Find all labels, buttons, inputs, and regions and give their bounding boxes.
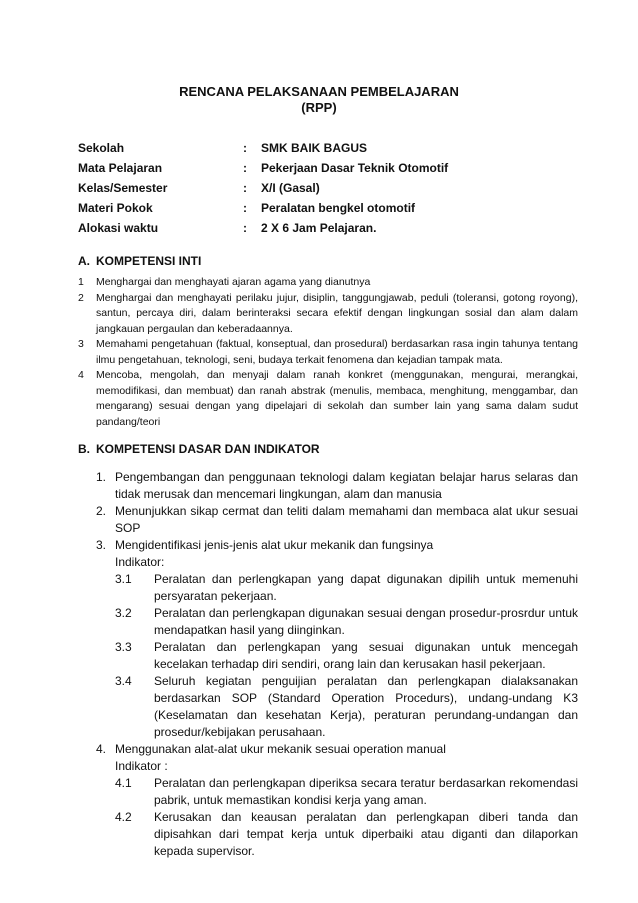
list-text: Pengembangan dan penggunaan teknologi dalam kegiatan belajar harus selaras dan tidak merusak dan mencemari lingkungan, alam dan manusia [115, 470, 578, 501]
list-item [78, 337, 578, 368]
indicator-label: Indikator: [115, 555, 165, 569]
info-value: SMK BAIK BAGUS [261, 141, 368, 155]
list-number: 1. [96, 470, 107, 484]
basic-competence-list [96, 469, 578, 860]
info-label: Materi Pokok [78, 201, 153, 215]
list-text: Menggunakan alat-alat ukur mekanik sesuai operation manual [115, 742, 446, 756]
info-colon: : [243, 221, 247, 235]
info-value: Pekerjaan Dasar Teknik Otomotif [261, 161, 449, 175]
indicator-item [115, 605, 578, 639]
info-label: Alokasi waktu [78, 221, 159, 235]
list-item [78, 368, 578, 430]
info-colon: : [243, 201, 247, 215]
list-number: 4. [96, 742, 107, 756]
info-colon: : [243, 141, 247, 155]
info-label: Kelas/Semester [78, 181, 168, 195]
info-value: Peralatan bengkel otomotif [261, 201, 416, 215]
indicator-text: Peralatan dan perlengkapan digunakan sesuai dengan prosedur-prosrdur untuk mendapatkan hasil yang diinginkan. [154, 606, 578, 637]
list-text: Mengidentifikasi jenis-jenis alat ukur mekanik dan fungsinya [115, 538, 434, 552]
list-item [96, 503, 578, 537]
list-number: 2 [78, 291, 84, 304]
indicator-number: 3.1 [115, 572, 132, 586]
section-letter: A. [78, 254, 90, 268]
section-title: KOMPETENSI INTI [96, 254, 202, 268]
list-item [96, 537, 578, 741]
list-number: 2. [96, 504, 107, 518]
list-number: 3 [78, 338, 84, 350]
indicator-number: 3.2 [115, 606, 132, 620]
info-label: Mata Pelajaran [78, 161, 163, 175]
list-item [78, 275, 578, 291]
indicator-item [115, 571, 578, 605]
section-title: KOMPETENSI DASAR DAN INDIKATOR [96, 442, 320, 456]
section-letter: B. [78, 442, 90, 456]
indicator-label: Indikator : [115, 759, 168, 773]
indicator-number: 4.1 [115, 776, 132, 790]
list-item [96, 469, 578, 503]
list-number: 4 [78, 369, 84, 381]
document-subtitle: (RPP) [301, 100, 337, 115]
list-text: Mencoba, mengolah, dan menyaji dalam ranah konkret (menggunakan, mengurai, merangkai, memodifikasi, dan membuat) dan ranah abstrak (menulis, membaca, menghitung, menggambar, dan mengarang) sesuai dengan yang dipelajari di sekolah dan sumber lain yang sama dalam sudut pandang/teori [96, 369, 578, 428]
indicator-text: Kerusakan dan keausan peralatan dan perlengkapan diberi tanda dan dipisahkan dari tempat kerja untuk diperbaiki atau diganti dan dilaporkan kepada supervisor. [154, 810, 578, 858]
indicator-item [115, 639, 578, 673]
indicator-number: 4.2 [115, 810, 132, 824]
info-colon: : [243, 161, 247, 175]
list-text: Menunjukkan sikap cermat dan teliti dalam memahami dan membaca alat ukur sesuai SOP [115, 504, 578, 535]
list-text: Menghargai dan menghayati ajaran agama yang dianutnya [96, 276, 371, 288]
info-label: Sekolah [78, 141, 125, 155]
indicator-number: 3.4 [115, 674, 132, 688]
indicator-item [115, 775, 578, 809]
list-item [96, 741, 578, 860]
indicator-item [115, 809, 578, 860]
indicator-item [115, 673, 578, 741]
list-number: 3. [96, 538, 107, 552]
info-value: X/I (Gasal) [261, 181, 320, 195]
indicator-number: 3.3 [115, 640, 132, 654]
list-item [78, 291, 578, 338]
info-colon: : [243, 181, 247, 195]
document-title: RENCANA PELAKSANAAN PEMBELAJARAN [179, 84, 459, 99]
list-text: Menghargai dan menghayati perilaku jujur, disiplin, tanggungjawab, peduli (toleransi, gotong royong), santun, percaya diri, dalam berinteraksi secara efektif dengan lingkungan sosial dan alam dalam jangkauan pergaulan dan keberadaannya. [96, 291, 578, 335]
indicator-text: Peralatan dan perlengkapan diperiksa secara teratur berdasarkan rekomendasi pabrik, untuk memastikan kondisi kerja yang aman. [154, 776, 578, 807]
indicator-text: Peralatan dan perlengkapan yang dapat digunakan dipilih untuk memenuhi persyaratan pekerjaan. [154, 572, 578, 603]
list-text: Memahami pengetahuan (faktual, konseptual, dan prosedural) berdasarkan rasa ingin tahunya tentang ilmu pengetahuan, teknologi, seni, budaya terkait fenomena dan kejadian tampak mata. [96, 338, 578, 366]
list-number: 1 [78, 276, 84, 288]
info-value: 2 X 6 Jam Pelajaran. [261, 221, 377, 235]
core-competence-list [78, 275, 578, 430]
indicator-text: Seluruh kegiatan penguijian peralatan dan perlengkapan dialaksanakan berdasarkan SOP (Standard Operation Procedurs), undang-undang K3 (Keselamatan dan kesehatan Kerja), peraturan perundang-undangan dan prosedur/kebijakan perusahaan. [154, 674, 578, 739]
indicator-text: Peralatan dan perlengkapan yang sesuai digunakan untuk mencegah kecelakan terhadap diri sendiri, orang lain dan kerusakan hasil pekerjaan. [154, 640, 578, 671]
